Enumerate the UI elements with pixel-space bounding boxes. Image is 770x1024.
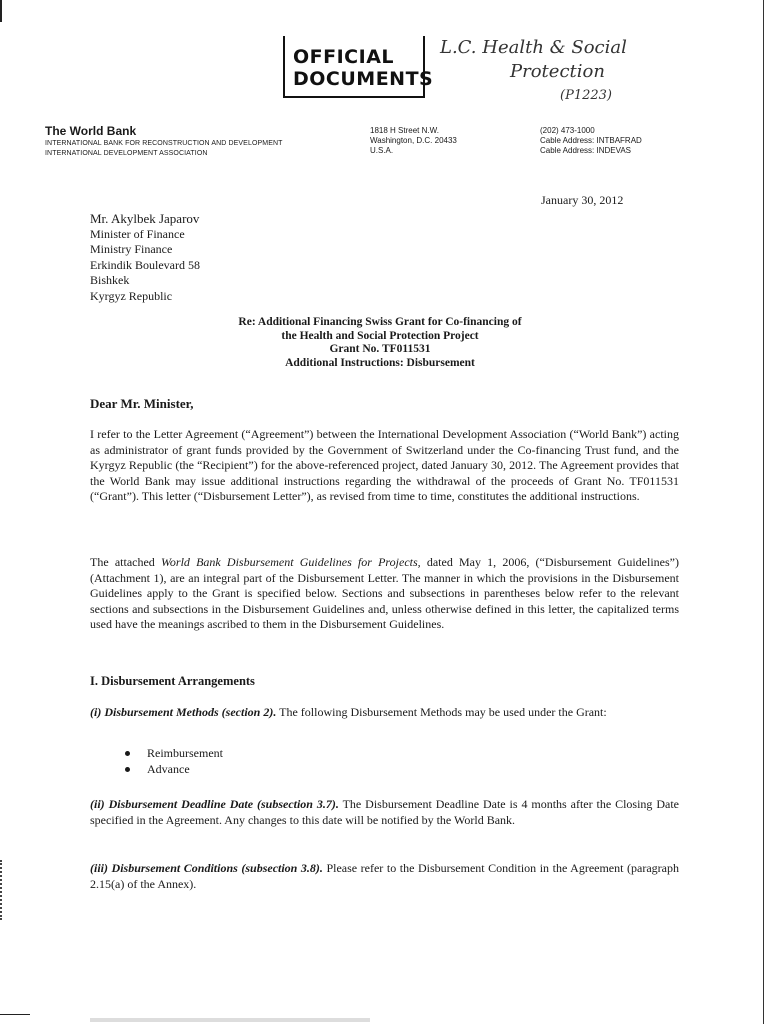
official-documents-stamp xyxy=(283,36,434,98)
letterhead-ibrd: INTERNATIONAL BANK FOR RECONSTRUCTION AND DEVELOPMENT xyxy=(45,140,283,147)
section-heading: I. Disbursement Arrangements xyxy=(90,674,255,688)
subject-line2: the Health and Social Protection Project xyxy=(281,329,479,342)
subject-line4: Additional Instructions: Disbursement xyxy=(285,356,475,369)
subject-line1: Re: Additional Financing Swiss Grant for Co-financing of xyxy=(238,316,522,328)
salutation: Dear Mr. Minister, xyxy=(90,396,194,411)
conditions-label: (iii) Disbursement Conditions (subsection 3.8). xyxy=(90,861,323,875)
paragraph-deadline xyxy=(90,797,679,828)
list-item xyxy=(125,761,223,777)
address-line1: 1818 H Street N.W. xyxy=(370,126,439,135)
letter-date: January 30, 2012 xyxy=(541,193,624,207)
deadline-label: (ii) Disbursement Deadline Date (subsection 3.7). xyxy=(90,797,339,811)
addressee-block xyxy=(90,211,200,304)
address-line2: Washington, D.C. 20433 xyxy=(370,136,457,145)
stamp-line2: DOCUMENTS xyxy=(293,68,434,90)
deadline-text: The Disbursement Deadline Date is 4 months after the Closing Date specified in the Agreement. Any changes to this date will be notified by the World Bank. xyxy=(90,797,679,827)
handwritten-line1: L.C. Health & Social xyxy=(440,37,627,58)
cable-address-2: Cable Address: INDEVAS xyxy=(540,146,632,155)
scan-marks xyxy=(0,860,4,920)
guidelines-text-a: The attached xyxy=(90,555,161,569)
paragraph-agreement: I refer to the Letter Agreement (“Agreement”) between the International Development Association (“World Bank”) acting as administrator of grant funds provided by the Government of Switzerland under the Co-financing Trust fund, and the Kyrgyz Republic (the “Recipient”) for the above-referenced project, dated January 30, 2012. The Agreement provides that the World Bank may issue additional instructions regarding the withdrawal of the proceeds of Grant No. TF011531 (“Grant”). This letter (“Disbursement Letter”), as revised from time to time, constitutes the additional instructions. xyxy=(90,427,679,503)
guidelines-title: World Bank Disbursement Guidelines for Projects, xyxy=(161,555,421,569)
list-item xyxy=(125,745,223,761)
conditions-text: Please refer to the Disbursement Condition in the Agreement (paragraph 2.15(a) of the Annex). xyxy=(90,861,679,891)
list-item-label: Advance xyxy=(147,762,190,776)
address-line3: U.S.A. xyxy=(370,146,394,155)
letterhead-subtitle xyxy=(45,139,283,159)
paragraph-guidelines xyxy=(90,555,679,633)
handwritten-line2: Protection xyxy=(510,61,605,82)
handwritten-line3: (P1223) xyxy=(560,88,612,103)
addressee-country: Kyrgyz Republic xyxy=(90,288,173,303)
faint-footer-text xyxy=(90,1018,370,1022)
addressee-name: Mr. Akylbek Japarov xyxy=(90,211,200,226)
letterhead-ida: INTERNATIONAL DEVELOPMENT ASSOCIATION xyxy=(45,150,208,157)
handwritten-note xyxy=(440,36,700,106)
addressee-city: Bishkek xyxy=(90,273,130,287)
paragraph-conditions xyxy=(90,861,679,892)
bullet-icon xyxy=(125,751,130,756)
stamp-line1: OFFICIAL xyxy=(293,46,395,68)
phone: (202) 473-1000 xyxy=(540,126,595,135)
guidelines-text-b: dated May 1, 2006, (“Disbursement Guidelines”) (Attachment 1), are an integral part of the Disbursement Letter. The manner in which the provisions in the Disbursement Guidelines apply to the Grant is specified below. Sections and subsections in parentheses below refer to the relevant sections and subsections in the Disbursement Guidelines and, unless otherwise defined in this letter, the capitalized terms used have the meanings ascribed to them in the Disbursement Guidelines. xyxy=(90,555,679,631)
letterhead-contact xyxy=(540,126,642,156)
methods-text: The following Disbursement Methods may be used under the Grant: xyxy=(276,705,607,719)
letterhead-name: The World Bank xyxy=(45,124,137,138)
addressee-street: Erkindik Boulevard 58 xyxy=(90,257,200,272)
methods-list xyxy=(125,745,223,777)
methods-label: (i) Disbursement Methods (section 2). xyxy=(90,705,277,719)
letterhead-address xyxy=(370,126,457,156)
scan-edge-right xyxy=(763,0,764,1024)
list-item-label: Reimbursement xyxy=(147,746,223,760)
bullet-icon xyxy=(125,767,130,772)
scan-edge-left xyxy=(0,0,2,22)
cable-address-1: Cable Address: INTBAFRAD xyxy=(540,136,642,145)
addressee-title: Minister of Finance xyxy=(90,226,185,241)
scan-edge-bottom xyxy=(0,1014,30,1015)
paragraph-methods xyxy=(90,705,679,721)
subject-line3: Grant No. TF011531 xyxy=(329,343,431,355)
subject-block xyxy=(90,316,670,370)
addressee-org: Ministry Finance xyxy=(90,242,173,256)
